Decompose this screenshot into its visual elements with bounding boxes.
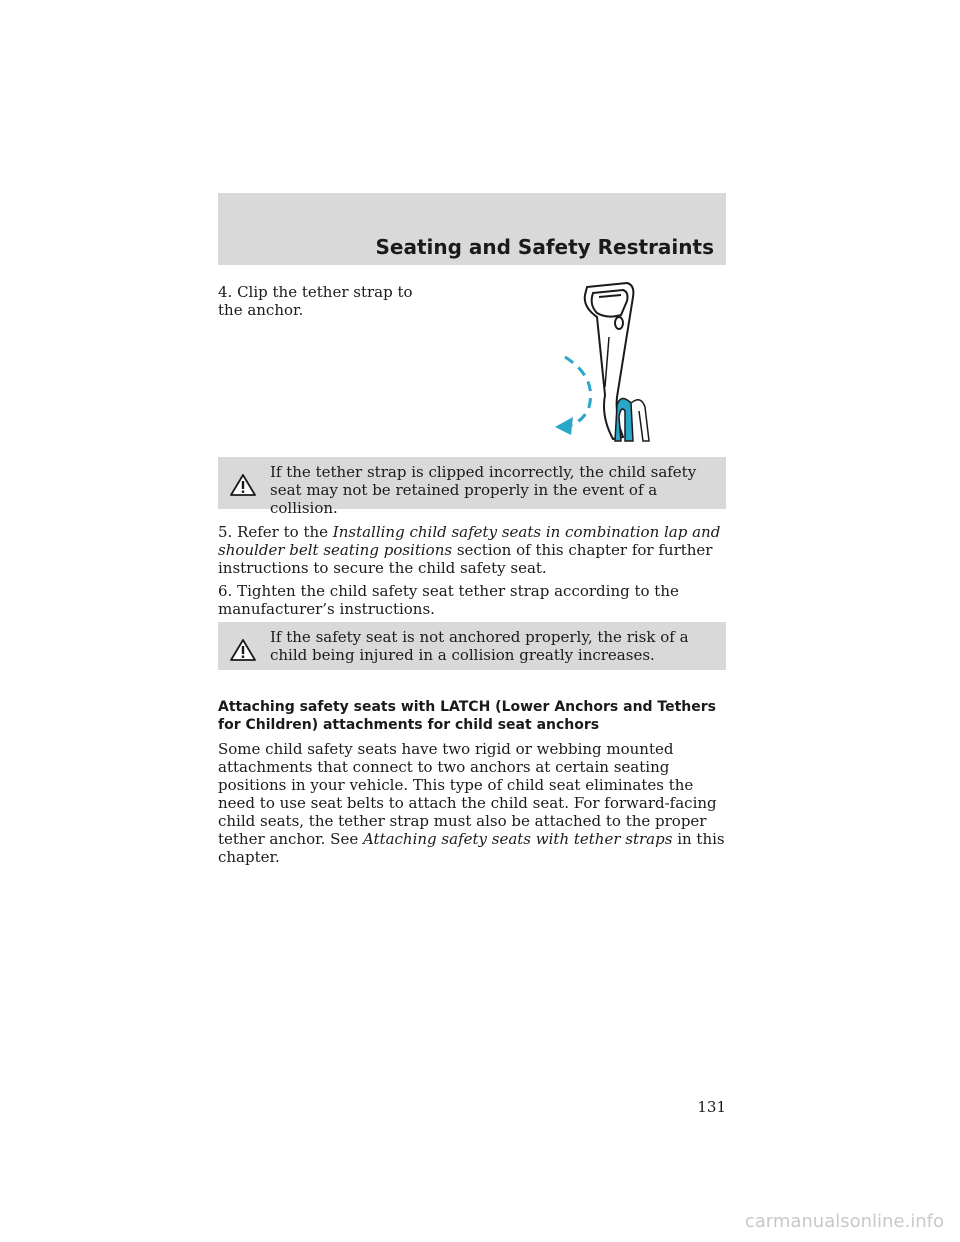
section-body-reference: Attaching safety seats with tether straps [362, 830, 673, 848]
warning-box [218, 457, 726, 517]
step-6-text: 6. Tighten the child safety seat tether strap according to the manufacturer’s instructions. [218, 582, 679, 618]
watermark: carmanualsonline.info [744, 1211, 944, 1232]
warning-triangle-icon [230, 638, 256, 662]
step-5-reference: Installing child safety seats in combination lap and shoulder belt seating positions [218, 523, 721, 559]
page-title: Seating and Safety Restraints [375, 235, 714, 259]
step-5-prefix: 5. Refer to the [218, 523, 333, 541]
tether-clip-illustration [525, 277, 675, 447]
section-heading: Attaching safety seats with LATCH (Lower Anchors and Tethers for Children) attachments for child seat anchors [218, 699, 717, 733]
warning-text: If the tether strap is clipped incorrectly, the child safety seat may not be retained properly in the event of a collision. [270, 463, 697, 517]
section-body-prefix: Some child safety seats have two rigid or webbing mounted attachments that connect to two anchors at certain seating positions in your vehicle. This type of child seat eliminates the need to use seat belts to attach the child seat. For forward-facing child seats, the tether strap must also be attached to the proper tether anchor. See [218, 740, 717, 848]
section-body [218, 740, 730, 866]
section-body-suffix: in this chapter. [218, 830, 725, 866]
page-number: 131 [697, 1098, 726, 1116]
step-5-suffix: section of this chapter for further instructions to secure the child safety seat. [218, 541, 713, 577]
warning-box [218, 622, 726, 670]
warning-text: If the safety seat is not anchored properly, the risk of a child being injured in a collision greatly increases. [270, 628, 689, 664]
step-5-text [218, 523, 728, 577]
step-4-text: 4. Clip the tether strap to the anchor. [218, 283, 413, 319]
warning-triangle-icon [230, 473, 256, 497]
header-band [218, 193, 726, 265]
